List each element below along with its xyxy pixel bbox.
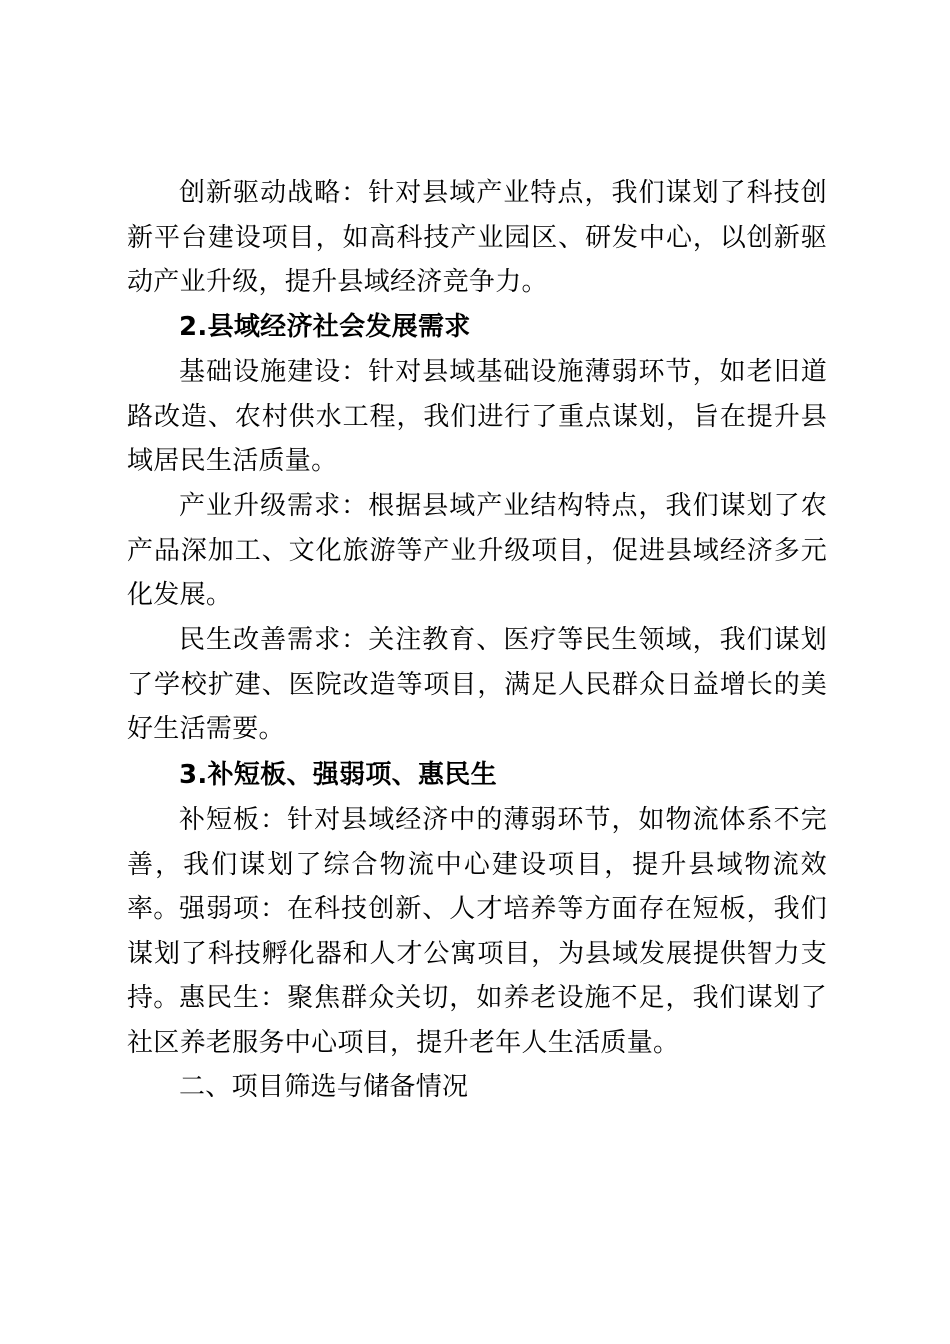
paragraph-innovation-strategy xyxy=(127,171,827,305)
paragraph-text: 产业升级需求：根据县域产业结构特点，我们谋划了农产品深加工、文化旅游等产业升级项目，促进县域经济多元化发展。 xyxy=(127,491,827,610)
section-heading: 2.县域经济社会发展需求 xyxy=(179,312,471,342)
section-heading-project-screening xyxy=(127,1065,827,1110)
paragraph-text: 基础设施建设：针对县域基础设施薄弱环节，如老旧道路改造、农村供水工程，我们进行了重点谋划，旨在提升县域居民生活质量。 xyxy=(127,357,827,476)
paragraph-text: 二、项目筛选与储备情况 xyxy=(179,1072,469,1102)
paragraph-text: 民生改善需求：关注教育、医疗等民生领域，我们谋划了学校扩建、医院改造等项目，满足人民群众日益增长的美好生活需要。 xyxy=(127,625,827,744)
paragraph-text: 惠民生：聚焦群众关切，如养老设施不足，我们谋划了社区养老服务中心项目，提升老年人生活质量。 xyxy=(127,983,827,1058)
paragraph-text: 创新驱动战略：针对县域产业特点，我们谋划了科技创新平台建设项目，如高科技产业园区、研发中心，以创新驱动产业升级，提升县域经济竞争力。 xyxy=(127,178,827,297)
paragraph-livelihood-needs xyxy=(127,618,827,752)
paragraph-benefit-people xyxy=(127,976,827,1065)
paragraph-industry-upgrade xyxy=(127,484,827,618)
section-heading-county-needs xyxy=(127,305,827,350)
section-heading: 3.补短板、强弱项、惠民生 xyxy=(179,760,497,790)
paragraph-infrastructure xyxy=(127,350,827,484)
paragraph-text: 强弱项：在科技创新、人才培养等方面存在短板，我们谋划了科技孵化器和人才公寓项目，为县域发展提供智力支持。 xyxy=(127,894,827,1013)
paragraph-text: 补短板：针对县域经济中的薄弱环节，如物流体系不完善，我们谋划了综合物流中心建设项目，提升县域物流效率。 xyxy=(127,805,827,924)
section-heading-weaknesses xyxy=(127,753,827,798)
